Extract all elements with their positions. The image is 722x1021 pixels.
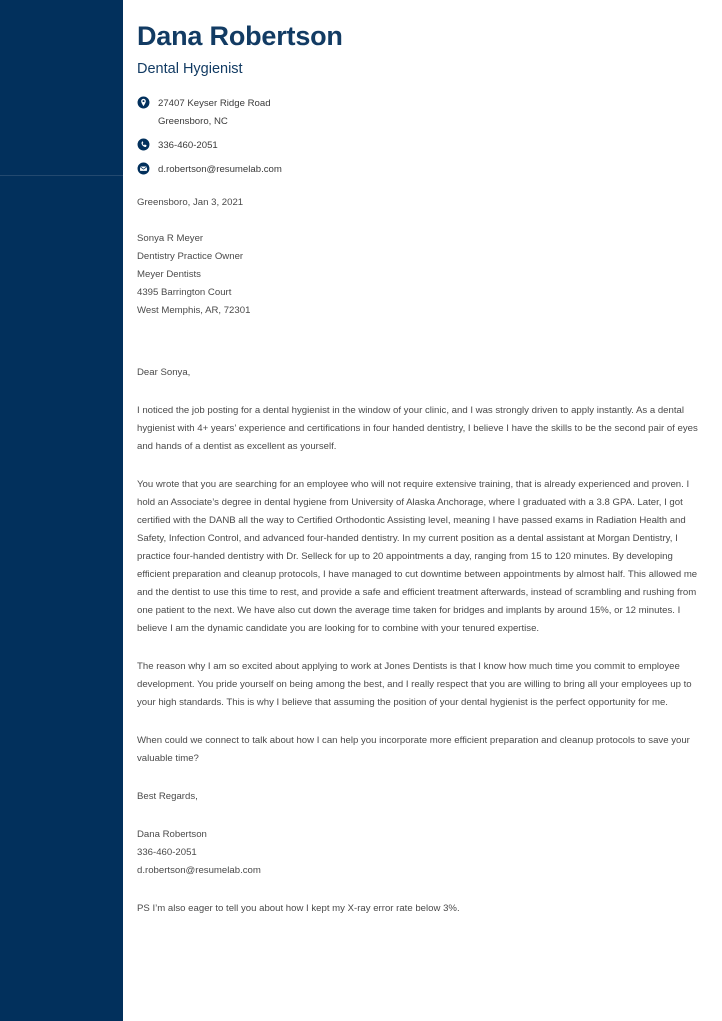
phone-icon bbox=[137, 138, 150, 151]
contact-address-line2: Greensboro, NC bbox=[158, 116, 228, 128]
contact-details-list bbox=[137, 95, 703, 179]
sidebar-divider bbox=[0, 175, 123, 176]
contact-row-address bbox=[137, 95, 703, 131]
recipient-line: 4395 Barrington Court bbox=[137, 287, 232, 299]
envelope-icon bbox=[137, 162, 150, 175]
location-pin-icon bbox=[137, 96, 150, 109]
contact-phone: 336-460-2051 bbox=[158, 140, 218, 152]
signature-name: Dana Robertson bbox=[137, 829, 207, 841]
contact-row-email bbox=[137, 161, 703, 179]
candidate-job-title: Dental Hygienist bbox=[137, 60, 243, 77]
contact-address bbox=[158, 95, 271, 131]
signature-block bbox=[137, 826, 703, 880]
candidate-name: Dana Robertson bbox=[137, 21, 343, 51]
sidebar-accent-panel bbox=[0, 0, 123, 1021]
signature-email: d.robertson@resumelab.com bbox=[137, 865, 261, 877]
contact-address-line1: 27407 Keyser Ridge Road bbox=[158, 98, 271, 110]
recipient-line: Sonya R Meyer bbox=[137, 233, 204, 245]
recipient-line: West Memphis, AR, 72301 bbox=[137, 305, 251, 317]
contact-email: d.robertson@resumelab.com bbox=[158, 164, 282, 176]
recipient-line: Meyer Dentists bbox=[137, 269, 201, 281]
letter-signoff: Best Regards, bbox=[137, 791, 198, 803]
letter-salutation: Dear Sonya, bbox=[137, 367, 191, 379]
letter-content-column bbox=[137, 0, 703, 1021]
letter-postscript: PS I’m also eager to tell you about how I kept my X-ray error rate below 3%. bbox=[137, 903, 460, 915]
signature-phone: 336-460-2051 bbox=[137, 847, 197, 859]
contact-row-phone bbox=[137, 137, 703, 155]
letter-paragraph-2: You wrote that you are searching for an employee who will not require extensive training, that is already experienced and proven. I hold an Associate’s degree in dental hygiene from University of Alaska Anchorage, where I graduated with a 3.8 GPA. Later, I got certified with the DANB all the way to Certified Orthodontic Assisting level, meaning I have passed exams in Radiation Health and Safety, Infection Control, and advanced four-handed dentistry. In my current position as a dental assistant at Morgan Dentistry, I practice four-handed dentistry with Dr. Selleck for up to 20 appointments a day, ranging from 15 to 120 minutes. By developing efficient preparation and cleanup protocols, I have managed to cut downtime between appointments by almost half. This allowed me and the dentist to use this time to rest, and provide a safe and efficient treatment afterwards, instead of scrambling and rushing from one patient to the next. We have also cut down the average time taken for bridges and implants by around 15%, or 12 minutes. I believe I am the dynamic candidate you are looking for to combine with your tenured expertise. bbox=[137, 479, 698, 635]
letter-header bbox=[137, 0, 703, 78]
letter-paragraph-3: The reason why I am so excited about applying to work at Jones Dentists is that I know how much time you commit to employee development. You pride yourself on being among the best, and I really respect that you are willing to bring all your employees up to your high standards. This is why I believe that assuming the position of your dental hygienist is the perfect opportunity for me. bbox=[137, 661, 692, 709]
letter-paragraph-1: I noticed the job posting for a dental hygienist in the window of your clinic, and I was strongly driven to apply instantly. As a dental hygienist with 4+ years’ experience and certifications in four handed dentistry, I believe I have the skills to be the second pair of eyes and hands of a dentist as excellent as yourself. bbox=[137, 405, 698, 453]
recipient-line: Dentistry Practice Owner bbox=[137, 251, 244, 263]
letter-body bbox=[137, 194, 703, 918]
recipient-address-block bbox=[137, 230, 703, 320]
letter-paragraph-4: When could we connect to talk about how I can help you incorporate more efficient preparation and cleanup protocols to save your valuable time? bbox=[137, 735, 690, 765]
letter-date-line: Greensboro, Jan 3, 2021 bbox=[137, 197, 244, 209]
